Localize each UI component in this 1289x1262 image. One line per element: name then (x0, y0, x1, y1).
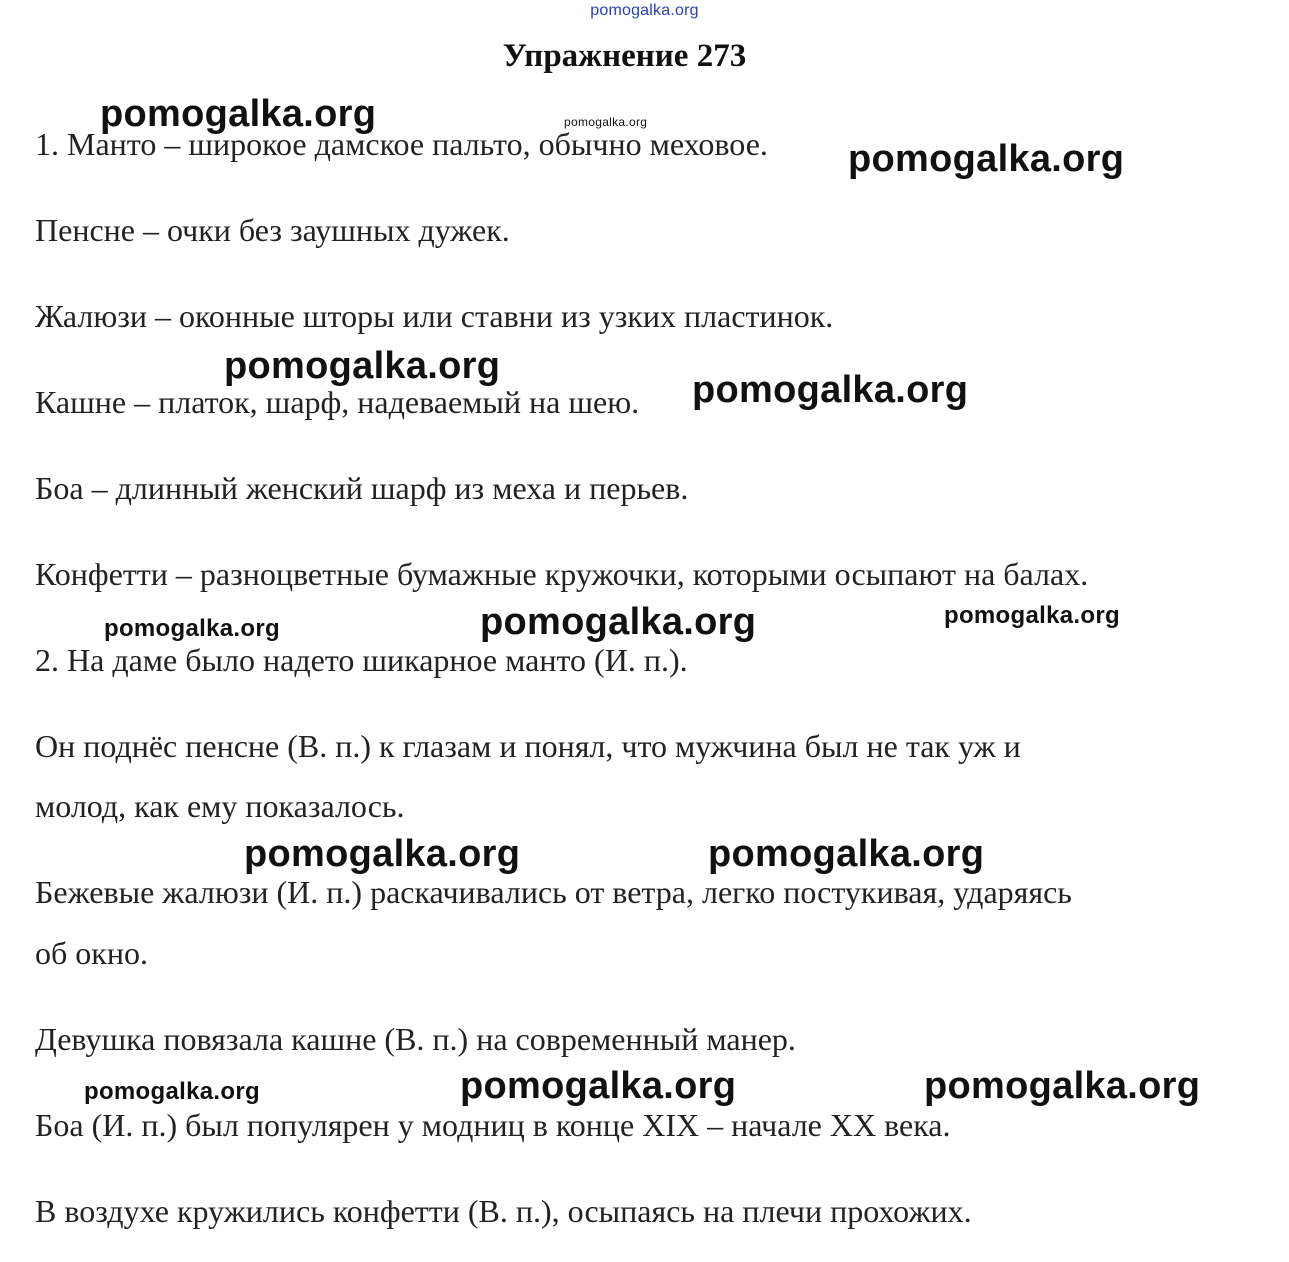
text-line-6: Конфетти – разноцветные бумажные кружочки, которыми осыпают на балах. (35, 556, 1089, 592)
watermark: pomogalka.org (100, 93, 377, 135)
watermark: pomogalka.org (848, 138, 1125, 180)
watermark: pomogalka.org (692, 369, 969, 411)
watermark: pomogalka.org (944, 602, 1120, 629)
watermark: pomogalka.org (84, 1078, 260, 1105)
site-link[interactable]: pomogalka.org (590, 2, 699, 19)
watermark: pomogalka.org (460, 1065, 737, 1107)
text-line-12: Девушка повязала кашне (В. п.) на современный манер. (35, 1021, 796, 1057)
text-line-9: молод, как ему показалось. (35, 788, 405, 824)
watermark: pomogalka.org (104, 615, 280, 642)
text-line-11: об окно. (35, 935, 148, 971)
watermark: pomogalka.org (224, 345, 501, 387)
page-title: Упражнение 273 (502, 38, 747, 74)
watermark: pomogalka.org (924, 1065, 1201, 1107)
watermark: pomogalka.org (708, 833, 985, 875)
text-line-5: Боа – длинный женский шарф из меха и перьев. (35, 470, 689, 506)
text-line-3: Жалюзи – оконные шторы или ставни из узких пластинок. (35, 298, 834, 334)
text-line-14: В воздухе кружились конфетти (В. п.), осыпаясь на плечи прохожих. (35, 1193, 972, 1229)
text-line-2: Пенсне – очки без заушных дужек. (35, 212, 510, 248)
text-line-7: 2. На даме было надето шикарное манто (И. п.). (35, 642, 688, 678)
text-line-10: Бежевые жалюзи (И. п.) раскачивались от ветра, легко постукивая, ударяясь (35, 874, 1072, 910)
watermark: pomogalka.org (564, 115, 648, 129)
watermark: pomogalka.org (480, 601, 757, 643)
watermark: pomogalka.org (244, 833, 521, 875)
text-line-8: Он поднёс пенсне (В. п.) к глазам и понял, что мужчина был не так уж и (35, 728, 1021, 764)
text-line-1: 1. Манто – широкое дамское пальто, обычно меховое. (35, 126, 768, 162)
text-line-4: Кашне – платок, шарф, надеваемый на шею. (35, 384, 640, 420)
text-line-13: Боа (И. п.) был популярен у модниц в конце XIX – начале XX века. (35, 1107, 951, 1143)
